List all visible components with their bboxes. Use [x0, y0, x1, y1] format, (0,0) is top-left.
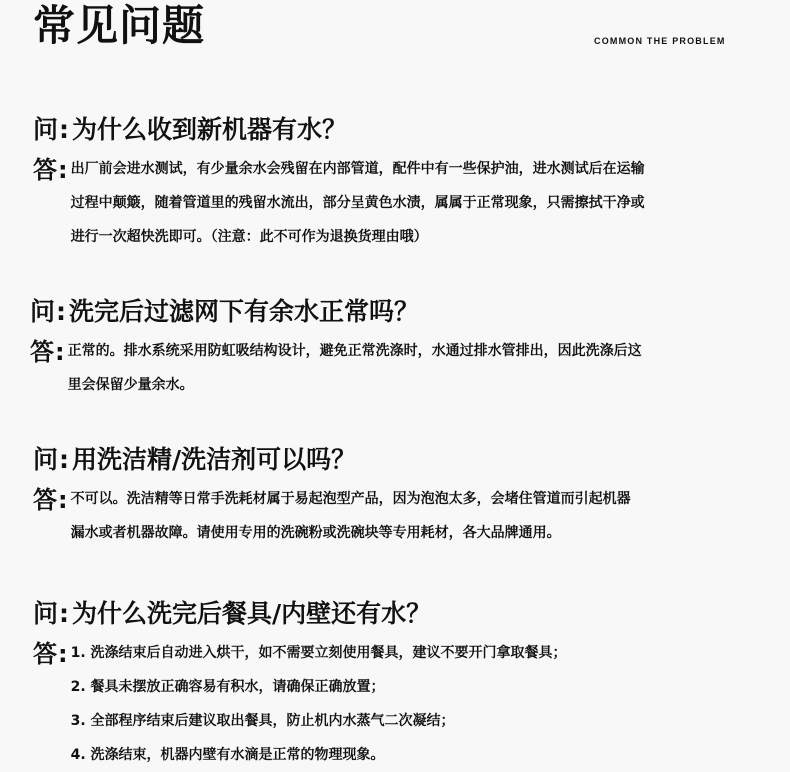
- answer-row: [33, 154, 731, 254]
- answer-line: 2. 餐具未摆放正确容易有积水，请确保正确放置；: [70, 679, 385, 695]
- page-subtitle: COMMON THE PROBLEM: [594, 36, 726, 46]
- answer-line: 正常的。排水系统采用防虹吸结构设计，避免正常洗涤时，水通过排水管排出，因此洗涤后这: [67, 343, 642, 359]
- question-label: 问: [33, 115, 59, 144]
- answer-text: [71, 636, 731, 772]
- question-label: 问: [30, 297, 56, 326]
- answer-line: 漏水或者机器故障。请使用专用的洗碗粉或洗碗块等专用耗材，各大品牌通用。: [70, 525, 561, 541]
- answer-row: [30, 336, 728, 402]
- answer-line: 不可以。洗洁精等日常手洗耗材属于易起泡型产品，因为泡泡太多，会堵住管道而引起机器: [70, 491, 631, 507]
- answer-label: 答: [33, 156, 57, 184]
- answer-line: 出厂前会进水测试，有少量余水会残留在内部管道，配件中有一些保护油，进水测试后在运输: [70, 161, 645, 177]
- question-label: 问: [33, 445, 59, 474]
- faq-item: [33, 598, 731, 772]
- question-row: [33, 598, 731, 630]
- question-text: 为什么收到新机器有水？: [72, 115, 348, 144]
- answer-line: 1. 洗涤结束后自动进入烘干，如不需要立刻使用餐具，建议不要开门拿取餐具；: [70, 645, 567, 661]
- faq-item: [33, 114, 731, 254]
- answer-colon: :: [55, 338, 65, 366]
- question-colon: :: [59, 445, 70, 474]
- answer-text: [71, 482, 731, 550]
- answer-line: 4. 洗涤结束，机器内壁有水滴是正常的物理现象。: [70, 747, 385, 763]
- answer-row: [33, 638, 731, 772]
- question-row: [30, 296, 728, 328]
- question-label: 问: [33, 599, 59, 628]
- answer-colon: :: [58, 156, 68, 184]
- answer-line: 里会保留少量余水。: [67, 377, 194, 393]
- question-text: 为什么洗完后餐具/内壁还有水？: [72, 599, 432, 628]
- faq-item: [33, 444, 731, 550]
- question-text: 洗完后过滤网下有余水正常吗？: [69, 297, 420, 326]
- answer-label: 答: [33, 640, 57, 668]
- answer-label: 答: [30, 338, 54, 366]
- faq-item: [30, 296, 728, 402]
- answer-line: 过程中颠簸，随着管道里的残留水流出，部分呈黄色水渍，属属于正常现象，只需擦拭干净或: [70, 195, 645, 211]
- answer-text: [68, 334, 728, 402]
- question-row: [33, 114, 731, 146]
- answer-line: 进行一次超快洗即可。（注意：此不可作为退换货理由哦）: [70, 229, 428, 245]
- page-title: 常见问题: [33, 1, 206, 50]
- question-row: [33, 444, 731, 476]
- answer-colon: :: [58, 640, 68, 668]
- answer-line: 3. 全部程序结束后建议取出餐具，防止机内水蒸气二次凝结；: [70, 713, 455, 729]
- question-colon: :: [59, 115, 70, 144]
- answer-text: [71, 152, 731, 254]
- question-colon: :: [56, 297, 67, 326]
- answer-colon: :: [58, 486, 68, 514]
- answer-label: 答: [33, 486, 57, 514]
- answer-row: [33, 484, 731, 550]
- question-colon: :: [59, 599, 70, 628]
- question-text: 用洗洁精/洗洁剂可以吗？: [72, 445, 357, 474]
